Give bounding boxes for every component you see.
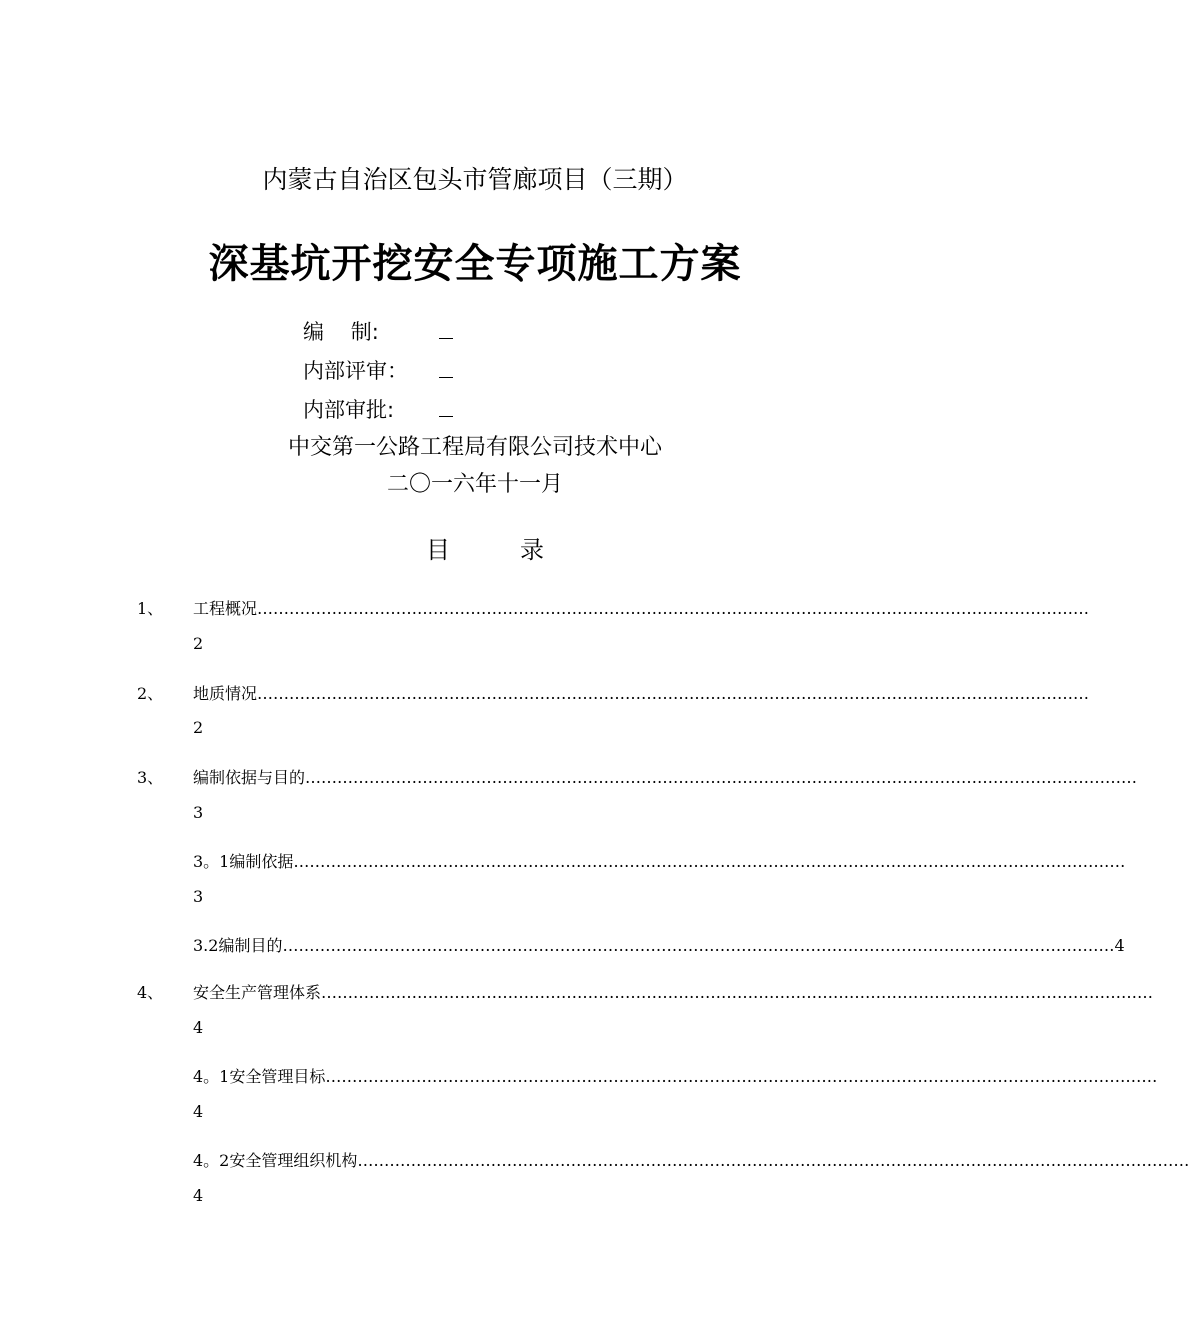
toc-entry[interactable] [193,933,1125,956]
toc-entry[interactable] [193,849,1126,872]
sign-row-review [303,355,453,385]
toc-entry-title: 4。2安全管理组织机构 [193,1151,358,1170]
toc-leader: ………………………………………………………………………………………………………………………………………… [293,852,1126,871]
sign-label: 编 制: [303,320,379,344]
sign-row-compiler [303,316,453,346]
toc-leader: ………………………………………………………………………………………………………………………………………… [305,768,1138,787]
project-name: 内蒙古自治区包头市管廊项目（三期） [262,165,688,194]
toc-number: 3、 [137,768,164,787]
toc-heading-left: 目 [426,536,450,564]
toc-entry[interactable] [193,1148,1189,1171]
toc-page-number: 4 [193,1102,204,1121]
toc-page-number: 3 [193,803,204,822]
document-title: 深基坑开挖安全专项施工方案 [208,240,742,287]
document-date: 二〇一六年十一月 [386,472,563,497]
sign-row-approval [303,394,453,424]
toc-entry[interactable] [193,765,1138,788]
toc-page-number: 4 [193,1186,204,1205]
sign-label: 内部评审： [303,359,408,383]
toc-number: 1、 [137,599,164,618]
toc-entry-title: 3.2编制目的 [193,936,283,955]
toc-entry-title: 地质情况 [193,684,258,703]
signature-blank [439,320,453,339]
sign-label: 内部审批: [303,398,395,422]
toc-number: 2、 [137,684,164,703]
toc-page-number: 4 [193,1018,204,1037]
toc-entry-title: 工程概况 [193,599,258,618]
toc-page-number: 2 [193,634,204,653]
toc-number: 4、 [137,983,164,1002]
signature-blank [439,398,453,417]
toc-entry-title: 3。1编制依据 [193,852,294,871]
toc-leader: ………………………………………………………………………………………………………………………………………… [282,936,1115,955]
toc-page-number: 2 [193,718,204,737]
toc-entry[interactable] [193,1064,1158,1087]
toc-page-number: 3 [193,887,204,906]
toc-entry-title: 编制依据与目的 [193,768,306,787]
toc-heading [426,530,544,565]
organization: 中交第一公路工程局有限公司技术中心 [287,435,662,460]
toc-leader: ………………………………………………………………………………………………………………………………………… [325,1067,1158,1086]
signature-blank [439,359,453,378]
toc-entry-title: 4。1安全管理目标 [193,1067,326,1086]
toc-entry[interactable] [193,980,1154,1003]
toc-entry[interactable] [193,596,1090,619]
toc-leader: ………………………………………………………………………………………………………………………………………… [321,983,1154,1002]
toc-entry[interactable] [193,681,1090,704]
toc-heading-right: 录 [520,536,544,564]
toc-leader: ………………………………………………………………………………………………………………………………………… [257,599,1090,618]
toc-page-number: 4 [1114,936,1125,955]
toc-leader: ………………………………………………………………………………………………………………………………………… [257,684,1090,703]
toc-leader: ………………………………………………………………………………………………………………………………………… [357,1151,1189,1170]
toc-entry-title: 安全生产管理体系 [193,983,322,1002]
